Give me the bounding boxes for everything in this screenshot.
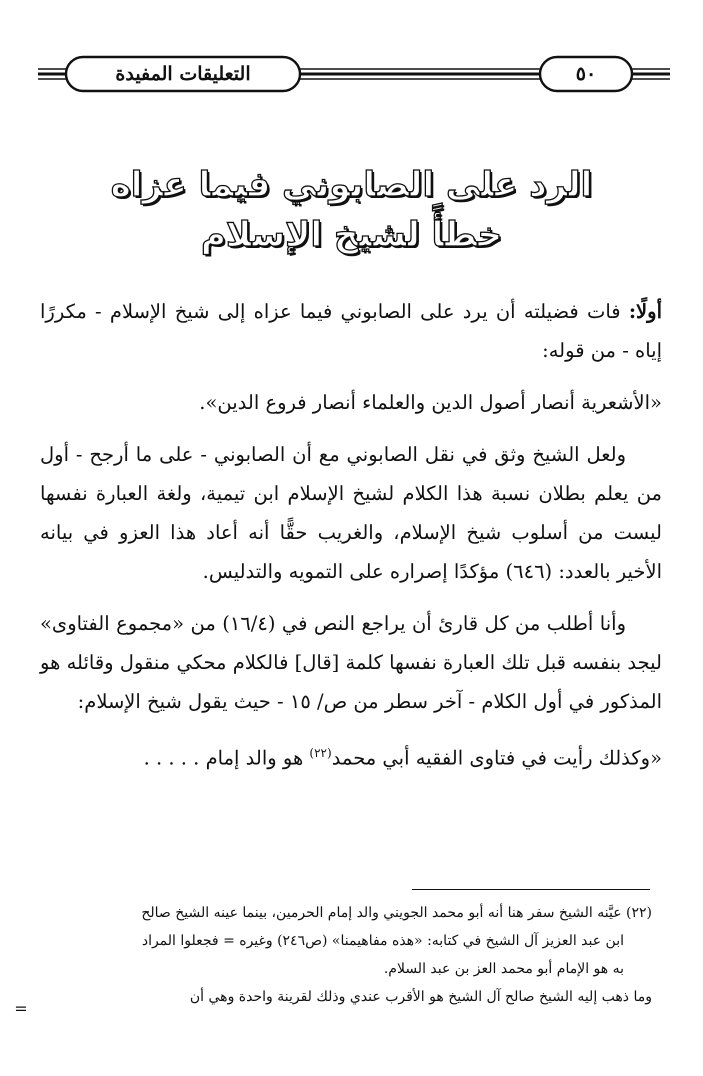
quotation-2-end: هو والد إمام . . . . . [143,746,310,770]
footnote-line-3: به هو الإمام أبو محمد العز بن عبد السلام. [383,961,624,977]
quotation-2 [40,734,662,778]
quotation-2-start: «وكذلك رأيت في فتاوى الفقيه أبي محمد [331,746,662,770]
running-title: التعليقات المفيدة [115,63,251,85]
footnote-line-2: ابن عبد العزيز آل الشيخ في كتابه: «هذه مفاهيمنا» (ص٢٤٦) وغيره = فجعلوا المراد [141,933,624,949]
footnote-line-4: وما ذهب إليه الشيخ صالح آل الشيخ هو الأقرب عندي وذلك لقرينة واحدة وهي أن [189,989,652,1005]
paragraph-lead: أولًا: [628,300,662,323]
body-text [40,292,662,778]
section-heading-line-2: خطأً لشيخ الإسلام [201,215,502,255]
footnote-separator [412,889,650,890]
paragraph-1 [40,292,662,370]
section-heading-line-1: الرد على الصابوني فيما عزاه [110,165,593,205]
footnote-reference: (٢٢) [309,746,332,760]
continuation-mark: = [14,999,28,1018]
footnote-line-1: (٢٢) عيَّنه الشيخ سفر هنا أنه أبو محمد الجويني والد إمام الحرمين، بينما عينه الشيخ صالح [141,905,652,921]
quotation-1: «الأشعرية أنصار أصول الدين والعلماء أنصار فروع الدين». [199,391,662,414]
paragraph-2: ولعل الشيخ وثق في نقل الصابوني مع أن الصابوني - على ما أرجح - أول من يعلم بطلان نسبة هذا الكلام لشيخ الإسلام ابن تيمية، ولغة العبارة نفسها ليست من أسلوب شيخ الإسلام، والغريب حقًّا أنه أعاد هذا العزو في بيانه الأخير بالعدد: (٦٤٦) مؤكدًا إصراره على التمويه والتدليس. [40,443,662,583]
page-header [38,54,670,96]
footnotes [40,899,652,1011]
paragraph-3: وأنا أطلب من كل قارئ أن يراجع النص في (١٦/٤) من «مجموع الفتاوى» ليجد بنفسه قبل تلك العبارة نفسها كلمة [قال] فالكلام محكي منقول وقائله هو المذكور في أول الكلام - آخر سطر من ص/ ١٥ - حيث يقول شيخ الإسلام: [40,612,662,713]
paragraph-1-text: فات فضيلته أن يرد على الصابوني فيما عزاه إلى شيخ الإسلام - مكررًا إياه - من قوله: [40,300,662,362]
page-number: ٥٠ [575,63,597,85]
